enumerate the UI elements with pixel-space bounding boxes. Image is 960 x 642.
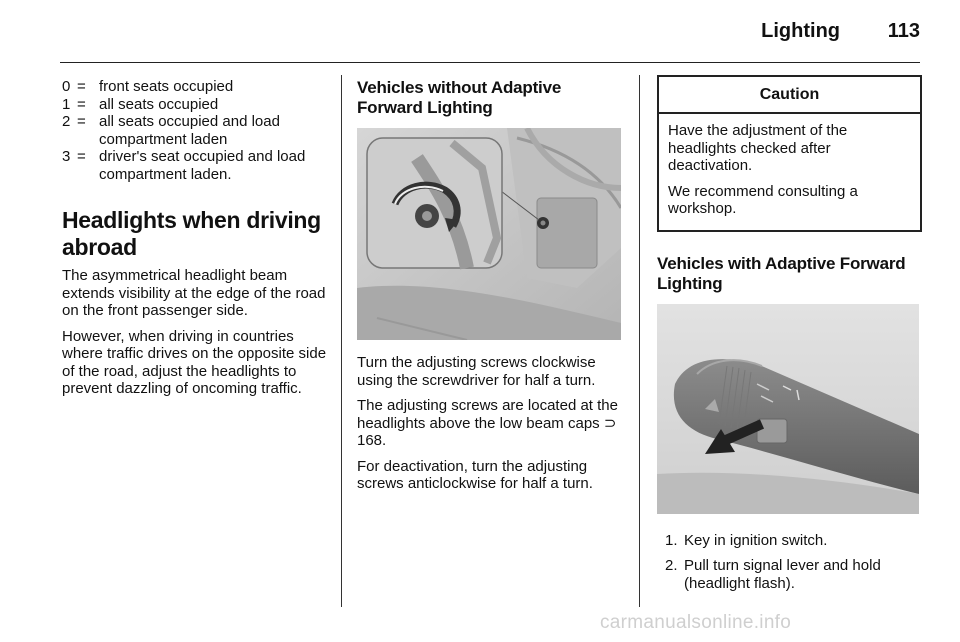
list-text: Key in ignition switch. bbox=[684, 531, 828, 549]
page-number: 113 bbox=[887, 20, 920, 42]
legend-number: 0 bbox=[62, 78, 71, 95]
legend-text: driver's seat occupied and load compartment laden. bbox=[99, 148, 306, 183]
legend-row bbox=[62, 148, 330, 183]
list-number: 2. bbox=[665, 557, 678, 574]
list-number: 1. bbox=[665, 531, 678, 549]
legend-equals: = bbox=[77, 113, 86, 130]
paragraph: The adjusting screws are located at the headlights above the low beam caps ⊃ 168. bbox=[357, 397, 618, 449]
turn-signal-lever-illustration bbox=[657, 304, 919, 514]
paragraph: The asymmetrical headlight beam extends visibility at the edge of the road on the front passenger side. bbox=[62, 267, 326, 319]
legend-text: front seats occupied bbox=[99, 78, 234, 95]
list-item bbox=[657, 532, 922, 550]
legend-row bbox=[62, 96, 330, 114]
column-divider-right bbox=[639, 75, 640, 607]
caution-paragraph: Have the adjustment of the headlights checked after deactivation. bbox=[668, 122, 848, 174]
column-divider-left bbox=[341, 75, 342, 607]
legend-equals: = bbox=[77, 148, 86, 165]
paragraph: However, when driving in countries where traffic drives on the opposite side of the road, adjust the headlights to prevent dazzling of oncoming traffic. bbox=[62, 327, 327, 397]
caution-body bbox=[659, 114, 920, 230]
legend-number: 3 bbox=[62, 148, 71, 165]
caution-title: Caution bbox=[659, 77, 920, 114]
headlight-adjusting-screw-illustration bbox=[357, 128, 621, 340]
right-column bbox=[657, 78, 922, 600]
middle-column bbox=[357, 78, 625, 501]
list-text: Pull turn signal lever and hold (headlight flash). bbox=[684, 557, 881, 592]
subsection-heading: Vehicles without Adaptive Forward Lighting bbox=[357, 78, 562, 117]
subsection-heading: Vehicles with Adaptive Forward Lighting bbox=[657, 253, 906, 293]
seat-occupancy-legend bbox=[62, 78, 330, 183]
section-heading: Headlights when driving abroad bbox=[62, 207, 321, 260]
left-column bbox=[62, 78, 330, 406]
legend-row bbox=[62, 78, 330, 96]
paragraph: For deactivation, turn the adjusting screws anticlockwise for half a turn. bbox=[357, 457, 593, 492]
legend-number: 2 bbox=[62, 113, 71, 130]
legend-text: all seats occupied and load compartment laden bbox=[99, 113, 280, 148]
legend-equals: = bbox=[77, 78, 86, 95]
page-header bbox=[60, 0, 920, 63]
legend-number: 1 bbox=[62, 95, 71, 113]
caution-box bbox=[657, 75, 922, 232]
paragraph: Turn the adjusting screws clockwise using the screwdriver for half a turn. bbox=[357, 354, 596, 389]
legend-equals: = bbox=[77, 95, 86, 113]
legend-text: all seats occupied bbox=[99, 95, 219, 113]
legend-row bbox=[62, 113, 330, 148]
list-item bbox=[657, 557, 922, 592]
section-title: Lighting bbox=[761, 20, 840, 42]
caution-paragraph: We recommend consulting a workshop. bbox=[668, 182, 858, 217]
watermark: carmanualsonline.info bbox=[600, 612, 792, 633]
